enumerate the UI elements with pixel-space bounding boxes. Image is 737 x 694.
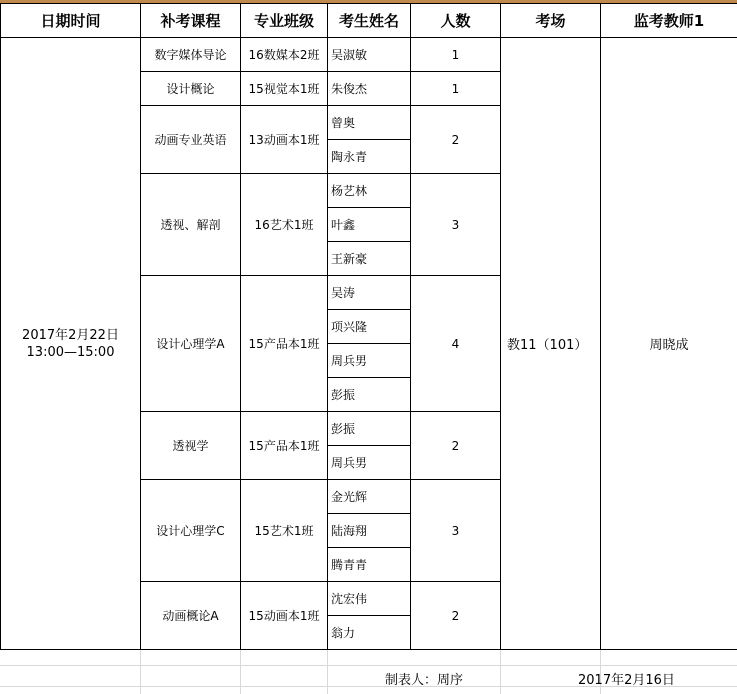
course-name: 数字媒体导论 xyxy=(141,38,241,72)
student-name: 陆海翔 xyxy=(328,514,411,548)
class-name: 15产品本1班 xyxy=(241,276,328,412)
proctor-teacher: 周晓成 xyxy=(601,38,737,650)
class-name: 16数媒本2班 xyxy=(241,38,328,72)
course-name: 设计心理学A xyxy=(141,276,241,412)
student-name: 金光辉 xyxy=(328,480,411,514)
student-name: 腾青青 xyxy=(328,548,411,582)
header-student: 考生姓名 xyxy=(328,4,411,38)
student-name: 吴淑敏 xyxy=(328,38,411,72)
exam-time: 13:00—15:00 xyxy=(26,344,115,360)
class-name: 15动画本1班 xyxy=(241,582,328,650)
student-count: 1 xyxy=(411,72,501,106)
table-maker: 制表人：周序 xyxy=(385,673,464,688)
course-name: 动画概论A xyxy=(141,582,241,650)
class-name: 13动画本1班 xyxy=(241,106,328,174)
header-count: 人数 xyxy=(411,4,501,38)
sheet-gridline xyxy=(327,650,328,694)
student-name: 周兵男 xyxy=(328,344,411,378)
class-name: 15产品本1班 xyxy=(241,412,328,480)
class-name: 15视觉本1班 xyxy=(241,72,328,106)
exam-datetime xyxy=(1,38,141,650)
student-count: 3 xyxy=(411,480,501,582)
makeup-exam-table xyxy=(0,3,737,650)
table-row xyxy=(1,38,737,72)
exam-room: 教11（101） xyxy=(501,38,601,650)
sheet-gridline xyxy=(0,665,737,666)
sheet-gridline xyxy=(140,650,141,694)
student-name: 朱俊杰 xyxy=(328,72,411,106)
student-count: 4 xyxy=(411,276,501,412)
student-name: 王新豪 xyxy=(328,242,411,276)
student-name: 杨艺林 xyxy=(328,174,411,208)
student-count: 1 xyxy=(411,38,501,72)
student-count: 2 xyxy=(411,412,501,480)
header-class: 专业班级 xyxy=(241,4,328,38)
student-name: 彭振 xyxy=(328,412,411,446)
course-name: 动画专业英语 xyxy=(141,106,241,174)
student-name: 项兴隆 xyxy=(328,310,411,344)
sheet-gridline xyxy=(500,650,501,694)
student-name: 沈宏伟 xyxy=(328,582,411,616)
course-name: 透视、解剖 xyxy=(141,174,241,276)
student-count: 2 xyxy=(411,582,501,650)
header-row xyxy=(1,4,737,38)
sheet-gridline xyxy=(240,650,241,694)
header-datetime: 日期时间 xyxy=(1,4,141,38)
student-name: 翁力 xyxy=(328,616,411,650)
course-name: 设计心理学C xyxy=(141,480,241,582)
student-name: 彭振 xyxy=(328,378,411,412)
course-name: 透视学 xyxy=(141,412,241,480)
student-name: 叶鑫 xyxy=(328,208,411,242)
table-date: 2017年2月16日 xyxy=(578,673,675,688)
student-name: 陶永青 xyxy=(328,140,411,174)
class-name: 16艺术1班 xyxy=(241,174,328,276)
exam-date: 2017年2月22日 xyxy=(22,327,119,343)
header-room: 考场 xyxy=(501,4,601,38)
course-name: 设计概论 xyxy=(141,72,241,106)
header-teacher: 监考教师1 xyxy=(601,4,737,38)
student-name: 曾奥 xyxy=(328,106,411,140)
student-name: 吴涛 xyxy=(328,276,411,310)
student-name: 周兵男 xyxy=(328,446,411,480)
class-name: 15艺术1班 xyxy=(241,480,328,582)
header-course: 补考课程 xyxy=(141,4,241,38)
student-count: 3 xyxy=(411,174,501,276)
student-count: 2 xyxy=(411,106,501,174)
